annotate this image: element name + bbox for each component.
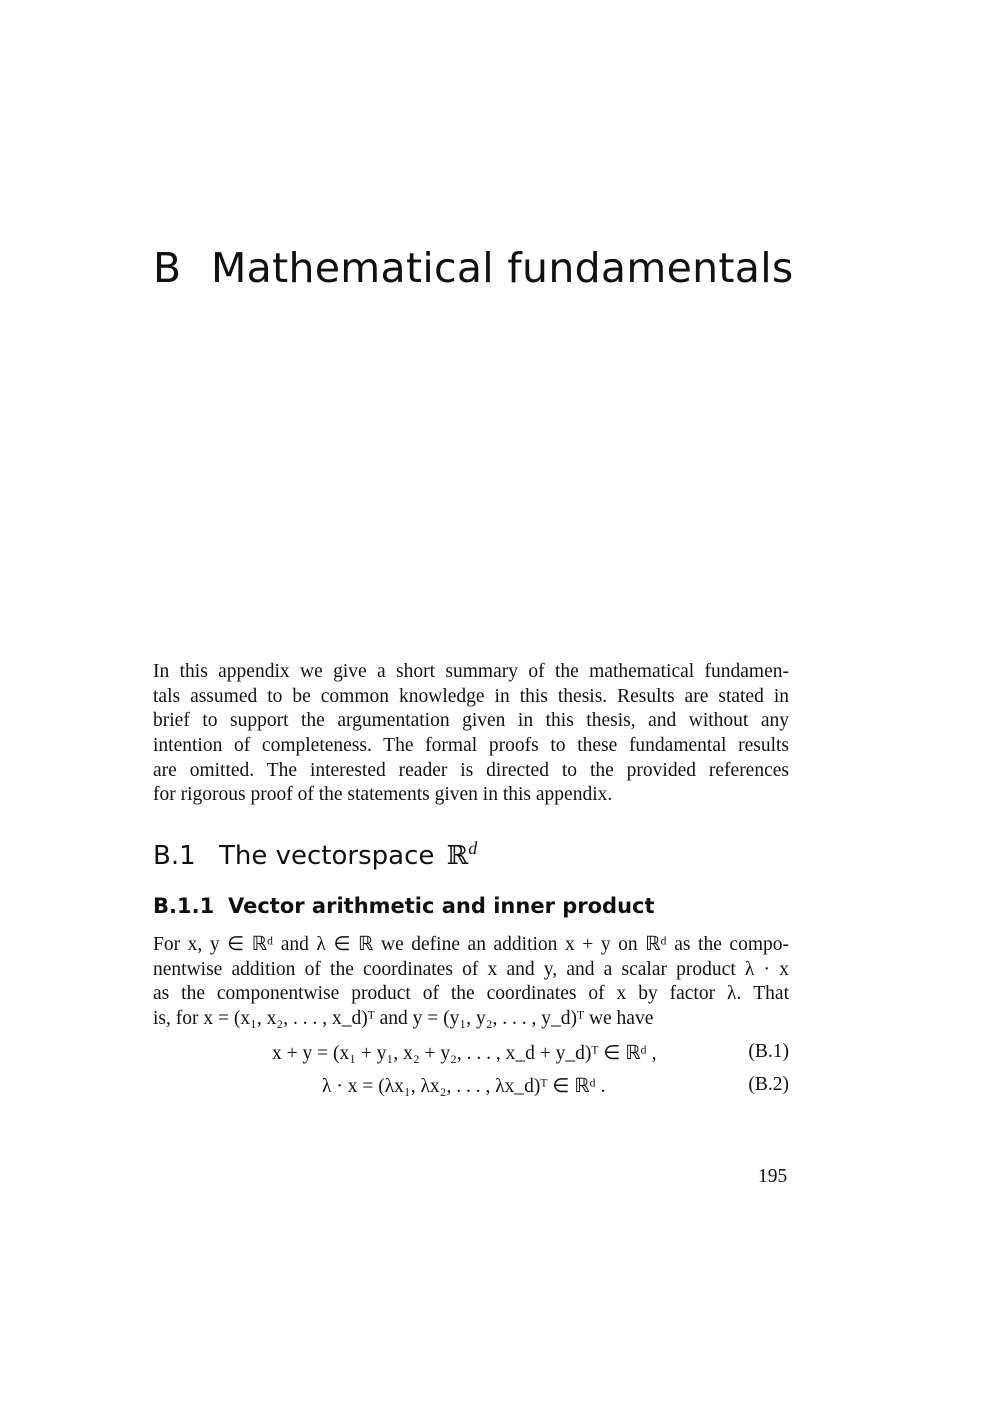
body-paragraph	[153, 933, 789, 1032]
subsection-heading	[153, 894, 655, 918]
chapter-title-text: Mathematical fundamentals	[211, 244, 794, 292]
dimension-superscript: d	[468, 838, 478, 858]
subsection-title-text: Vector arithmetic and inner product	[228, 894, 655, 918]
subsection-number: B.1.1	[153, 894, 215, 918]
equation-label-b1: (B.1)	[748, 1041, 789, 1062]
body-line: as the componentwise product of the coordinates of x by factor λ. That	[153, 983, 789, 1005]
section-title-text: The vectorspace	[219, 841, 435, 871]
intro-line: are omitted. The interested reader is directed to the provided references	[153, 759, 789, 781]
page-number: 195	[758, 1166, 788, 1187]
equation-b1: x + y = (x₁ + y₁, x₂ + y₂, . . . , x_d + y_d)ᵀ ∈ ℝᵈ ,	[272, 1043, 657, 1064]
intro-line: intention of completeness. The formal proofs to these fundamental results	[153, 735, 789, 757]
equation-label-b2: (B.2)	[748, 1074, 789, 1095]
chapter-title	[153, 244, 794, 292]
intro-line: for rigorous proof of the statements given in this appendix.	[153, 784, 613, 806]
reals-symbol: ℝ	[446, 841, 469, 871]
equation-b2: λ · x = (λx₁, λx₂, . . . , λx_d)ᵀ ∈ ℝᵈ .	[322, 1076, 606, 1097]
chapter-number: B	[153, 244, 182, 292]
section-heading	[153, 838, 477, 871]
section-number: B.1	[153, 841, 196, 871]
body-line: nentwise addition of the coordinates of x and y, and a scalar product λ · x	[153, 958, 789, 980]
intro-line: tals assumed to be common knowledge in this thesis. Results are stated in	[153, 685, 789, 707]
body-line: is, for x = (x₁, x₂, . . . , x_d)ᵀ and y = (y₁, y₂, . . . , y_d)ᵀ we have	[153, 1008, 654, 1030]
intro-line: brief to support the argumentation given in this thesis, and without any	[153, 710, 789, 732]
intro-paragraph	[153, 660, 789, 808]
intro-line: In this appendix we give a short summary of the mathematical fundamen-	[153, 661, 789, 682]
body-line: For x, y ∈ ℝᵈ and λ ∈ ℝ we define an addition x + y on ℝᵈ as the compo-	[153, 934, 789, 955]
